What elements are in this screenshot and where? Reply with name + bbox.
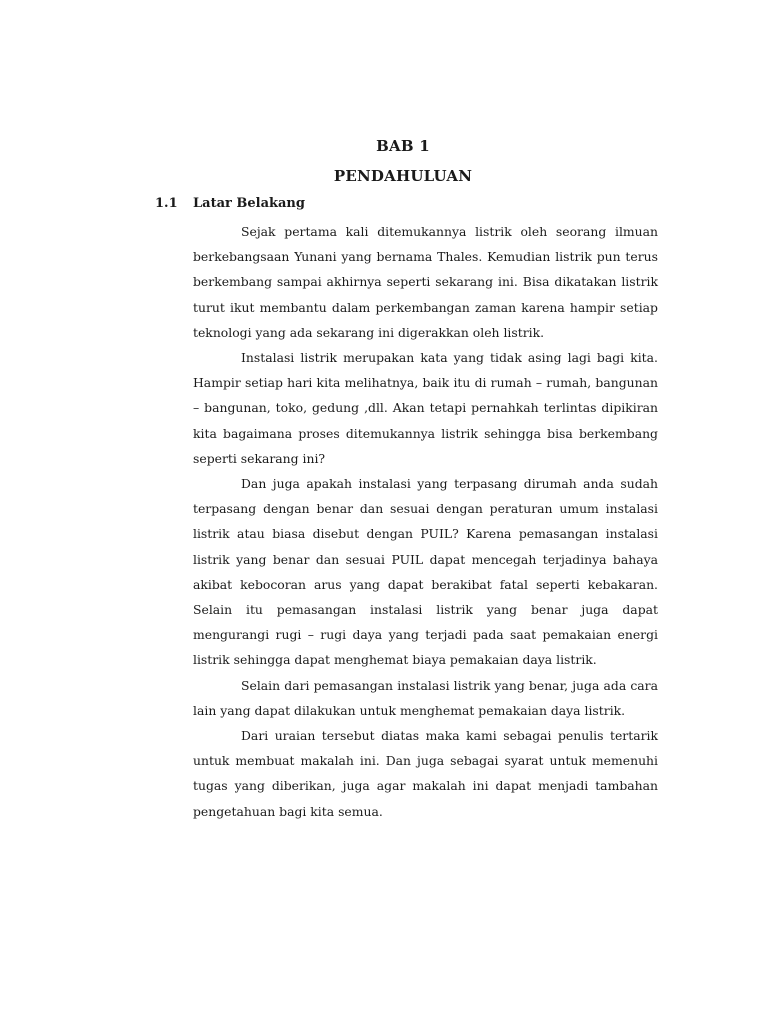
paragraph: Dan juga apakah instalasi yang terpasang dirumah anda sudah terpasang dengan benar dan sesuai dengan peraturan umum instalasi listrik atau biasa disebut dengan PUIL? Karena pemasangan instalasi listrik yang benar dan sesuai PUIL dapat mencegah terjadinya bahaya akibat kebocoran arus yang dapat berakibat fatal seperti kebakaran. Selain itu pemasangan instalasi listrik yang benar juga dapat mengurangi rugi – rugi daya yang terjadi pada saat pemakaian energi listrik sehingga dapat menghemat biaya pemakaian daya listrik. — [193, 476, 658, 668]
chapter-title: PENDAHULUAN — [333, 167, 473, 185]
paragraph: Selain dari pemasangan instalasi listrik yang benar, juga ada cara lain yang dapat dilakukan untuk menghemat pemakaian daya listrik. — [193, 677, 658, 718]
section-title: Latar Belakang — [193, 196, 305, 211]
paragraph: Instalasi listrik merupakan kata yang tidak asing lagi bagi kita. Hampir setiap hari kita melihatnya, baik itu di rumah – rumah, bangunan – bangunan, toko, gedung ,dll. Akan tetapi pernahkah terlintas dipikiran kita bagaimana proses ditemukannya listrik sehingga bisa berkembang seperti sekarang ini? — [193, 350, 658, 466]
body-text — [193, 219, 658, 824]
paragraph: Sejak pertama kali ditemukannya listrik oleh seorang ilmuan berkebangsaan Yunani yang bernama Thales. Kemudian listrik pun terus berkembang sampai akhirnya seperti sekarang ini. Bisa dikatakan listrik turut ikut membantu dalam perkembangan zaman karena hampir setiap teknologi yang ada sekarang ini digerakkan oleh listrik. — [193, 224, 658, 340]
section-number: 1.1 — [155, 196, 178, 211]
section-heading — [155, 196, 305, 211]
chapter-number: BAB 1 — [376, 137, 430, 155]
paragraph: Dari uraian tersebut diatas maka kami sebagai penulis tertarik untuk membuat makalah ini. Dan juga sebagai syarat untuk memenuhi tugas yang diberikan, juga agar makalah ini dapat menjadi tambahan pengetahuan bagi kita semua. — [193, 728, 658, 819]
